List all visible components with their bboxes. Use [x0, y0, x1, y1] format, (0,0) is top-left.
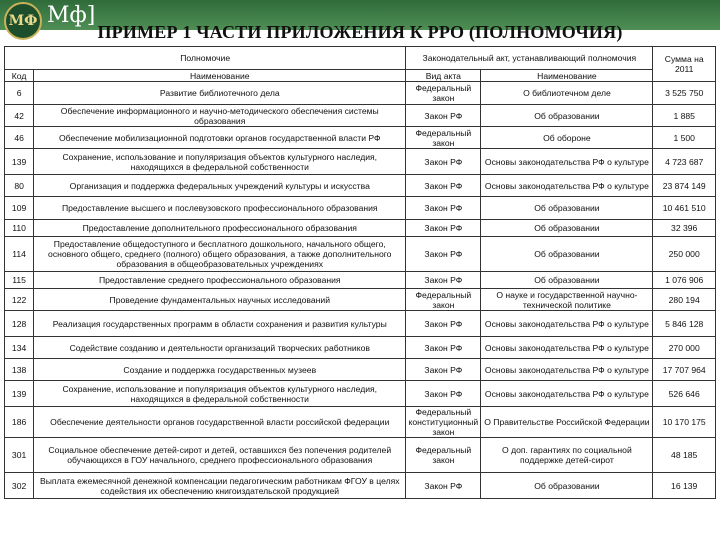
cell-sum: 17 707 964 — [653, 359, 716, 381]
cell-act: Об образовании — [481, 237, 653, 272]
cell-act: Об образовании — [481, 197, 653, 220]
cell-code: 114 — [5, 237, 34, 272]
slide-header — [0, 0, 720, 44]
cell-sum: 1 076 906 — [653, 272, 716, 289]
cell-act: Основы законодательства РФ о культуре — [481, 175, 653, 197]
cell-code: 138 — [5, 359, 34, 381]
header-sum: Сумма на 2011 — [653, 47, 716, 82]
cell-code: 128 — [5, 311, 34, 337]
cell-act: Основы законодательства РФ о культуре — [481, 381, 653, 407]
table-row — [5, 149, 716, 175]
cell-sum: 1 885 — [653, 105, 716, 127]
cell-name: Проведение фундаментальных научных исследований — [34, 289, 406, 311]
table-row — [5, 438, 716, 473]
cell-name: Организация и поддержка федеральных учреждений культуры и искусства — [34, 175, 406, 197]
cell-name: Развитие библиотечного дела — [34, 82, 406, 105]
cell-kind: Закон РФ — [406, 175, 481, 197]
header-code: Код — [5, 70, 34, 82]
logo-text: Мф] — [47, 3, 96, 28]
cell-sum: 3 525 750 — [653, 82, 716, 105]
cell-act: Об обороне — [481, 127, 653, 149]
table-row — [5, 237, 716, 272]
cell-act: Основы законодательства РФ о культуре — [481, 337, 653, 359]
table-body — [5, 82, 716, 499]
cell-code: 115 — [5, 272, 34, 289]
cell-kind: Закон РФ — [406, 473, 481, 499]
table-row — [5, 407, 716, 438]
cell-sum: 5 846 128 — [653, 311, 716, 337]
header-act-name: Наименование — [481, 70, 653, 82]
cell-name: Сохранение, использование и популяризация объектов культурного наследия, находящихся в федеральной собственности — [34, 149, 406, 175]
cell-code: 42 — [5, 105, 34, 127]
cell-name: Сохранение, использование и популяризация объектов культурного наследия, находящихся в федеральной собственности — [34, 381, 406, 407]
table-row — [5, 82, 716, 105]
table-row — [5, 127, 716, 149]
cell-sum: 270 000 — [653, 337, 716, 359]
cell-code: 122 — [5, 289, 34, 311]
cell-name: Предоставление среднего профессионального образования — [34, 272, 406, 289]
table-header-row-2 — [5, 70, 716, 82]
cell-kind: Федеральный конституционный закон — [406, 407, 481, 438]
cell-name: Обеспечение мобилизационной подготовки органов государственной власти РФ — [34, 127, 406, 149]
cell-name: Обеспечение деятельности органов государственной власти российской федерации — [34, 407, 406, 438]
cell-act: Основы законодательства РФ о культуре — [481, 359, 653, 381]
cell-sum: 16 139 — [653, 473, 716, 499]
cell-kind: Закон РФ — [406, 105, 481, 127]
cell-act: О науке и государственной научно-технической политике — [481, 289, 653, 311]
cell-act: Об образовании — [481, 473, 653, 499]
cell-kind: Закон РФ — [406, 149, 481, 175]
cell-sum: 526 646 — [653, 381, 716, 407]
cell-act: О библиотечном деле — [481, 82, 653, 105]
cell-name: Обеспечение информационного и научно-методического обеспечения системы образования — [34, 105, 406, 127]
table-row — [5, 289, 716, 311]
cell-act: О Правительстве Российской Федерации — [481, 407, 653, 438]
cell-kind: Закон РФ — [406, 237, 481, 272]
cell-name: Социальное обеспечение детей-сирот и детей, оставшихся без попечения родителей обучающихся в ГОУ начального, среднего профессионального образования — [34, 438, 406, 473]
cell-kind: Федеральный закон — [406, 82, 481, 105]
cell-kind: Закон РФ — [406, 381, 481, 407]
cell-code: 301 — [5, 438, 34, 473]
cell-kind: Федеральный закон — [406, 438, 481, 473]
cell-sum: 1 500 — [653, 127, 716, 149]
cell-code: 46 — [5, 127, 34, 149]
cell-code: 139 — [5, 149, 34, 175]
table-row — [5, 105, 716, 127]
table-row — [5, 381, 716, 407]
cell-act: Основы законодательства РФ о культуре — [481, 311, 653, 337]
header-kind: Вид акта — [406, 70, 481, 82]
header-name: Наименование — [34, 70, 406, 82]
cell-sum: 32 396 — [653, 220, 716, 237]
cell-code: 110 — [5, 220, 34, 237]
cell-kind: Закон РФ — [406, 272, 481, 289]
cell-kind: Федеральный закон — [406, 127, 481, 149]
cell-name: Содействие созданию и деятельности организаций творческих работников — [34, 337, 406, 359]
cell-name: Выплата ежемесячной денежной компенсации педагогическим работникам ФГОУ в целях содействия их обеспечению книгоиздательской продукцией — [34, 473, 406, 499]
cell-sum: 280 194 — [653, 289, 716, 311]
table-header-row-1 — [5, 47, 716, 70]
cell-kind: Закон РФ — [406, 220, 481, 237]
cell-name: Предоставление общедоступного и бесплатного дошкольного, начального общего, основного общего, среднего (полного) общего образования, а также дополнительного образования в общеобразовательных учреждениях — [34, 237, 406, 272]
cell-kind: Закон РФ — [406, 337, 481, 359]
cell-name: Предоставление дополнительного профессионального образования — [34, 220, 406, 237]
cell-kind: Закон РФ — [406, 311, 481, 337]
table-row — [5, 197, 716, 220]
cell-act: Об образовании — [481, 105, 653, 127]
cell-code: 6 — [5, 82, 34, 105]
cell-kind: Закон РФ — [406, 359, 481, 381]
cell-code: 302 — [5, 473, 34, 499]
cell-name: Реализация государственных программ в области сохранения и развития культуры — [34, 311, 406, 337]
table-row — [5, 272, 716, 289]
cell-act: Об образовании — [481, 272, 653, 289]
cell-sum: 10 170 175 — [653, 407, 716, 438]
cell-kind: Федеральный закон — [406, 289, 481, 311]
cell-code: 186 — [5, 407, 34, 438]
cell-act: Основы законодательства РФ о культуре — [481, 149, 653, 175]
table-row — [5, 337, 716, 359]
cell-name: Предоставление высшего и послевузовского профессионального образования — [34, 197, 406, 220]
cell-act: О доп. гарантиях по социальной поддержке детей-сирот — [481, 438, 653, 473]
header-law: Законодательный акт, устанавливающий полномочия — [406, 47, 653, 70]
cell-sum: 48 185 — [653, 438, 716, 473]
cell-code: 109 — [5, 197, 34, 220]
powers-table — [4, 46, 716, 499]
cell-code: 139 — [5, 381, 34, 407]
cell-code: 80 — [5, 175, 34, 197]
cell-kind: Закон РФ — [406, 197, 481, 220]
cell-code: 134 — [5, 337, 34, 359]
cell-sum: 250 000 — [653, 237, 716, 272]
cell-sum: 4 723 687 — [653, 149, 716, 175]
cell-sum: 23 874 149 — [653, 175, 716, 197]
page-title: ПРИМЕР 1 ЧАСТИ ПРИЛОЖЕНИЯ К РРО (ПОЛНОМОЧИЯ) — [97, 22, 623, 42]
table-row — [5, 359, 716, 381]
cell-act: Об образовании — [481, 220, 653, 237]
header-powers: Полномочие — [5, 47, 406, 70]
cell-sum: 10 461 510 — [653, 197, 716, 220]
cell-name: Создание и поддержка государственных музеев — [34, 359, 406, 381]
table-row — [5, 473, 716, 499]
emblem-label: МФ — [8, 13, 38, 29]
table-row — [5, 175, 716, 197]
table-row — [5, 311, 716, 337]
table-row — [5, 220, 716, 237]
